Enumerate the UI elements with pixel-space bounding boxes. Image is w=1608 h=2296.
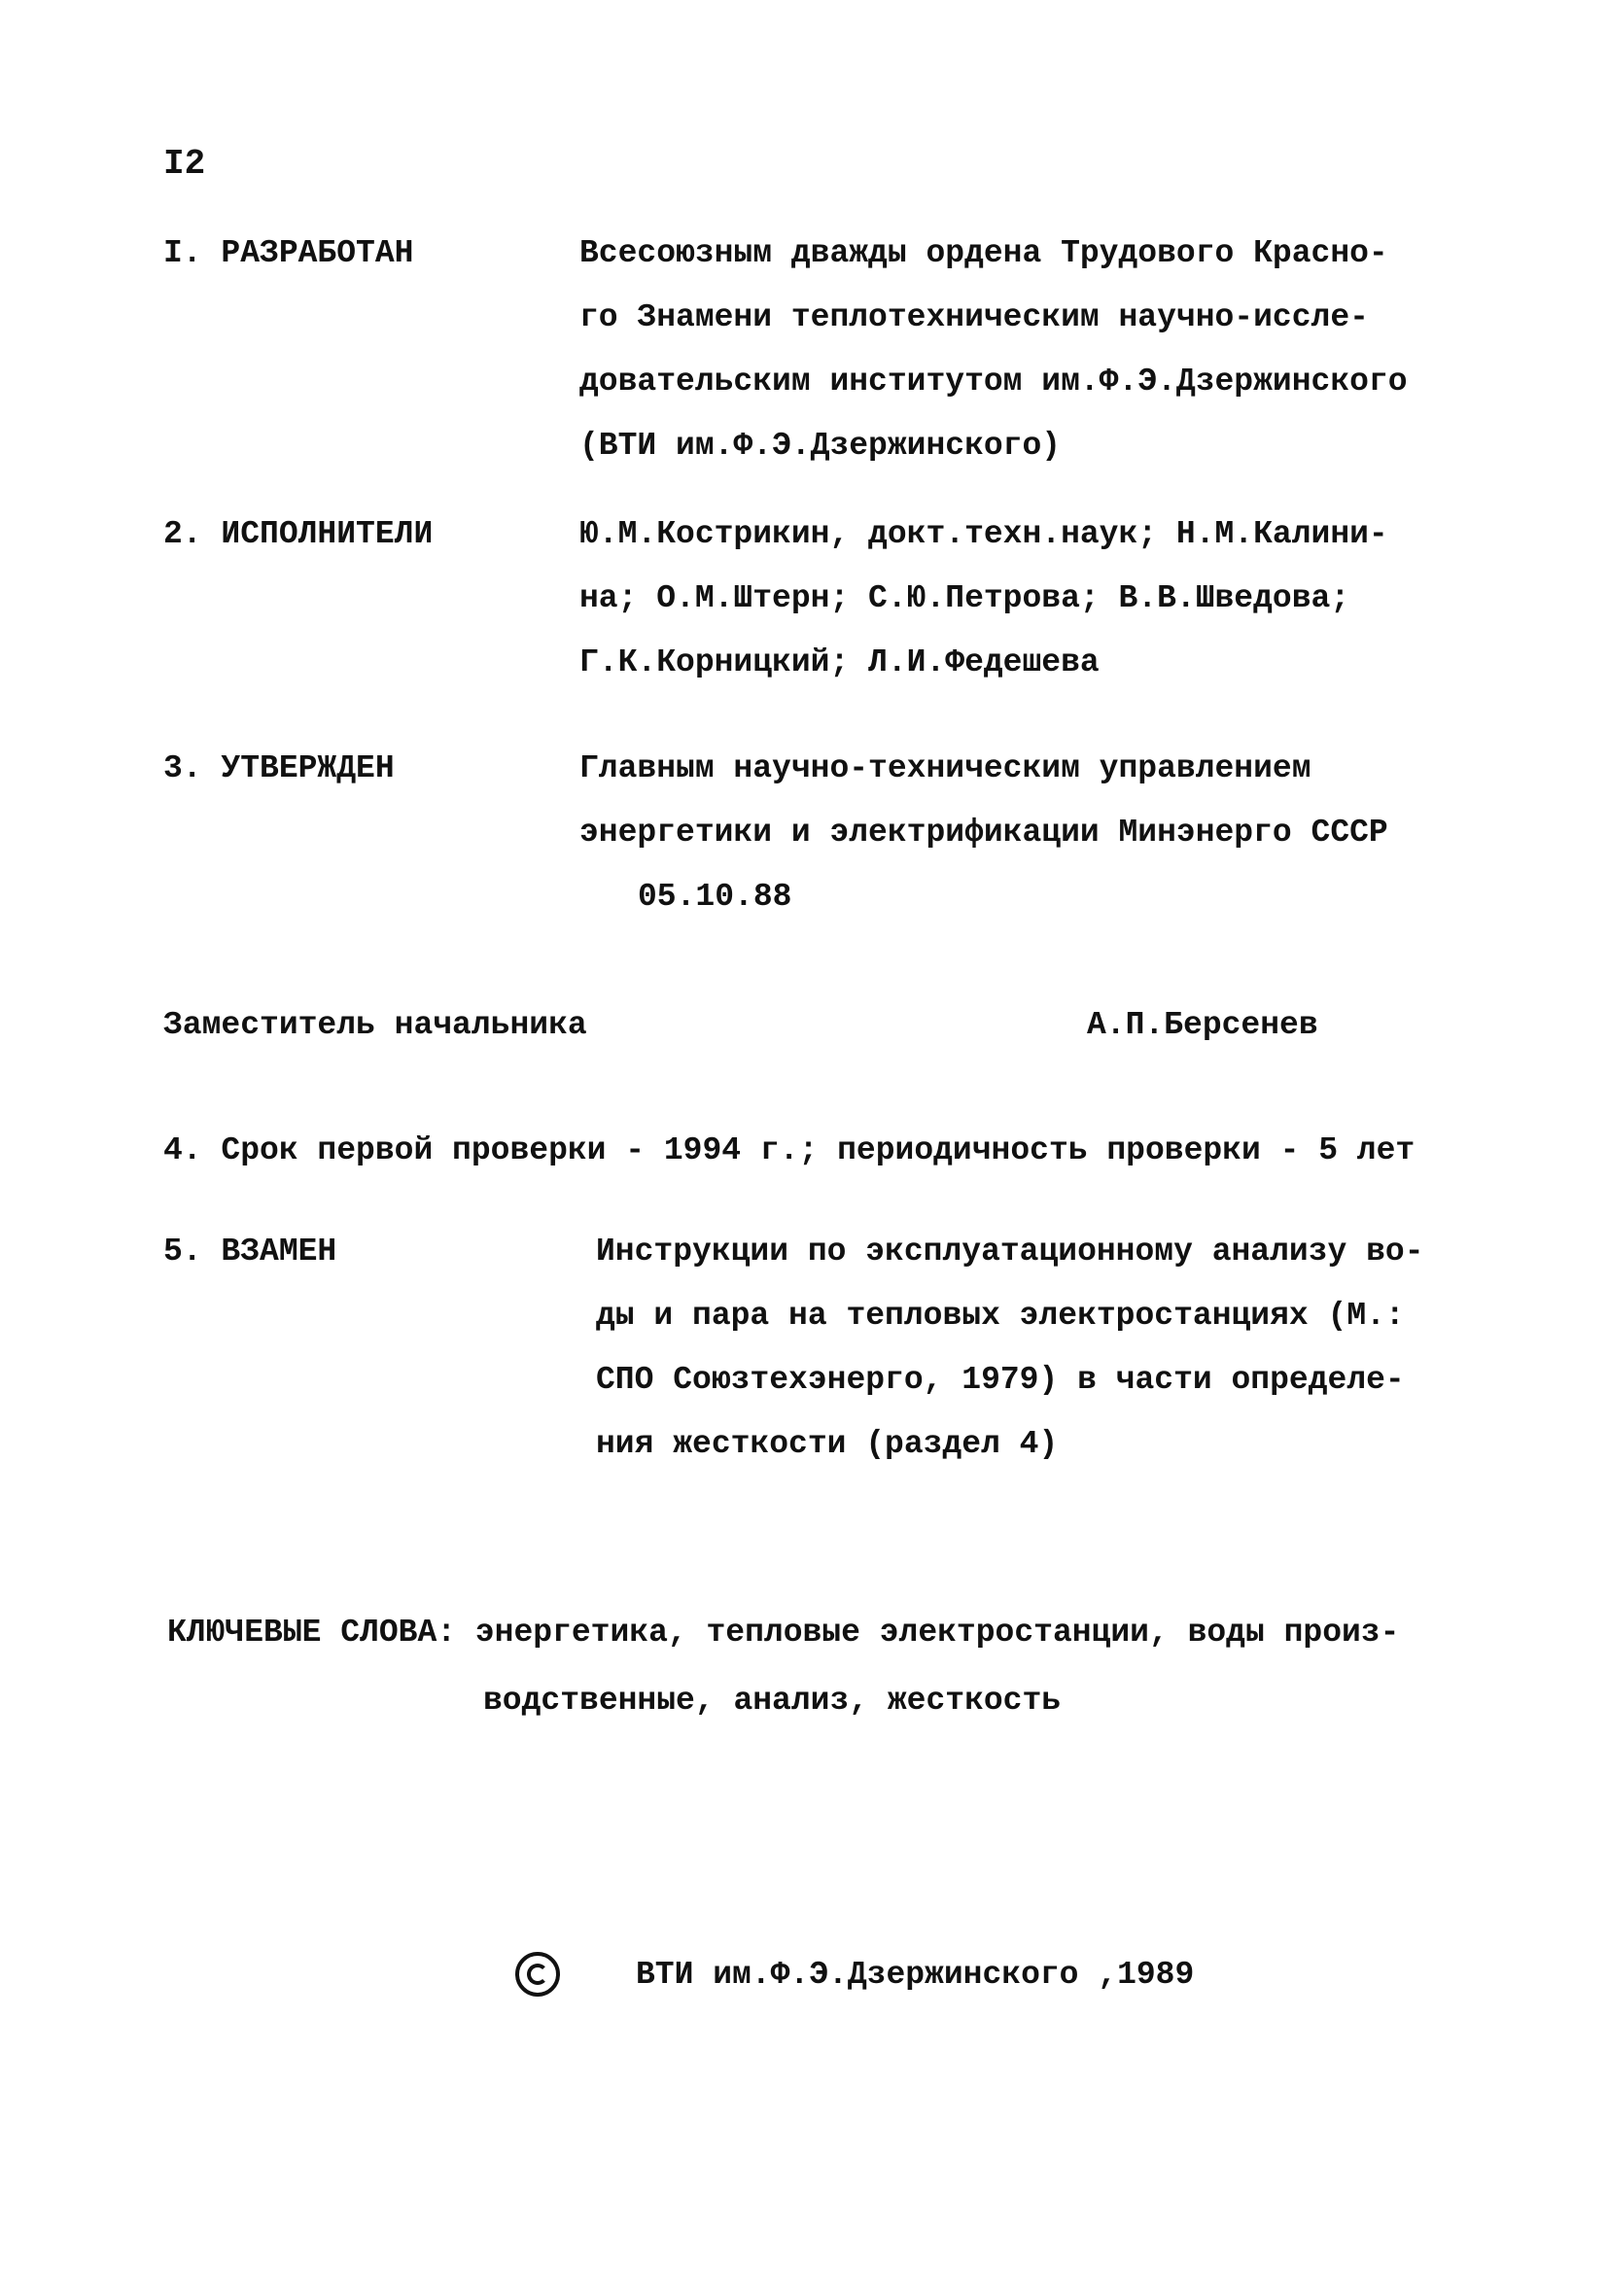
section-line: ния жесткости (раздел 4) bbox=[596, 1426, 1059, 1462]
section-body bbox=[579, 737, 1450, 929]
keywords-line: водственные, анализ, жесткость bbox=[483, 1683, 1062, 1719]
section-label: 5. ВЗАМЕН bbox=[163, 1234, 337, 1270]
keywords bbox=[167, 1599, 1460, 1735]
page-number: I2 bbox=[163, 144, 206, 184]
section-body bbox=[596, 1220, 1466, 1477]
section-label: 2. ИСПОЛНИТЕЛИ bbox=[163, 516, 434, 552]
section-line: на; О.М.Штерн; С.Ю.Петрова; В.В.Шведова; bbox=[579, 580, 1350, 616]
copyright bbox=[515, 1952, 1194, 1997]
section-body bbox=[579, 222, 1450, 478]
section-line: Г.К.Корницкий; Л.И.Федешева bbox=[579, 644, 1100, 680]
keywords-line: КЛЮЧЕВЫЕ СЛОВА: энергетика, тепловые электростанции, воды произ- bbox=[167, 1615, 1400, 1651]
section-label: 3. УТВЕРЖДЕН bbox=[163, 750, 395, 786]
approver-title: Заместитель начальника bbox=[163, 1007, 587, 1043]
section-line: довательским институтом им.Ф.Э.Дзержинского bbox=[579, 364, 1408, 400]
section-line: (ВТИ им.Ф.Э.Дзержинского) bbox=[579, 428, 1062, 464]
section-line: Всесоюзным дважды ордена Трудового Красно- bbox=[579, 235, 1388, 271]
copyright-text: ВТИ им.Ф.Э.Дзержинского ,1989 bbox=[636, 1956, 1195, 1993]
section-line: ды и пара на тепловых электростанциях (М.: bbox=[596, 1298, 1405, 1334]
section-line: СПО Союзтехэнерго, 1979) в части определе- bbox=[596, 1362, 1405, 1398]
section-line: го Знамени теплотехническим научно-иссле- bbox=[579, 299, 1369, 335]
section-line: Инструкции по эксплуатационному анализу во- bbox=[596, 1234, 1424, 1270]
section-line: Главным научно-техническим управлением bbox=[579, 750, 1311, 786]
section-body bbox=[579, 503, 1450, 695]
copyright-icon bbox=[515, 1952, 560, 1997]
review-period: 4. Срок первой проверки - 1994 г.; периодичность проверки - 5 лет bbox=[163, 1132, 1416, 1168]
approval-date: 05.10.88 bbox=[638, 879, 792, 915]
section-line: Ю.М.Кострикин, докт.техн.наук; Н.М.Калини- bbox=[579, 516, 1388, 552]
section-label: I. РАЗРАБОТАН bbox=[163, 235, 414, 271]
approver-name: А.П.Берсенев bbox=[1087, 1007, 1318, 1043]
section-line: энергетики и электрификации Минэнерго СССР bbox=[579, 815, 1388, 851]
